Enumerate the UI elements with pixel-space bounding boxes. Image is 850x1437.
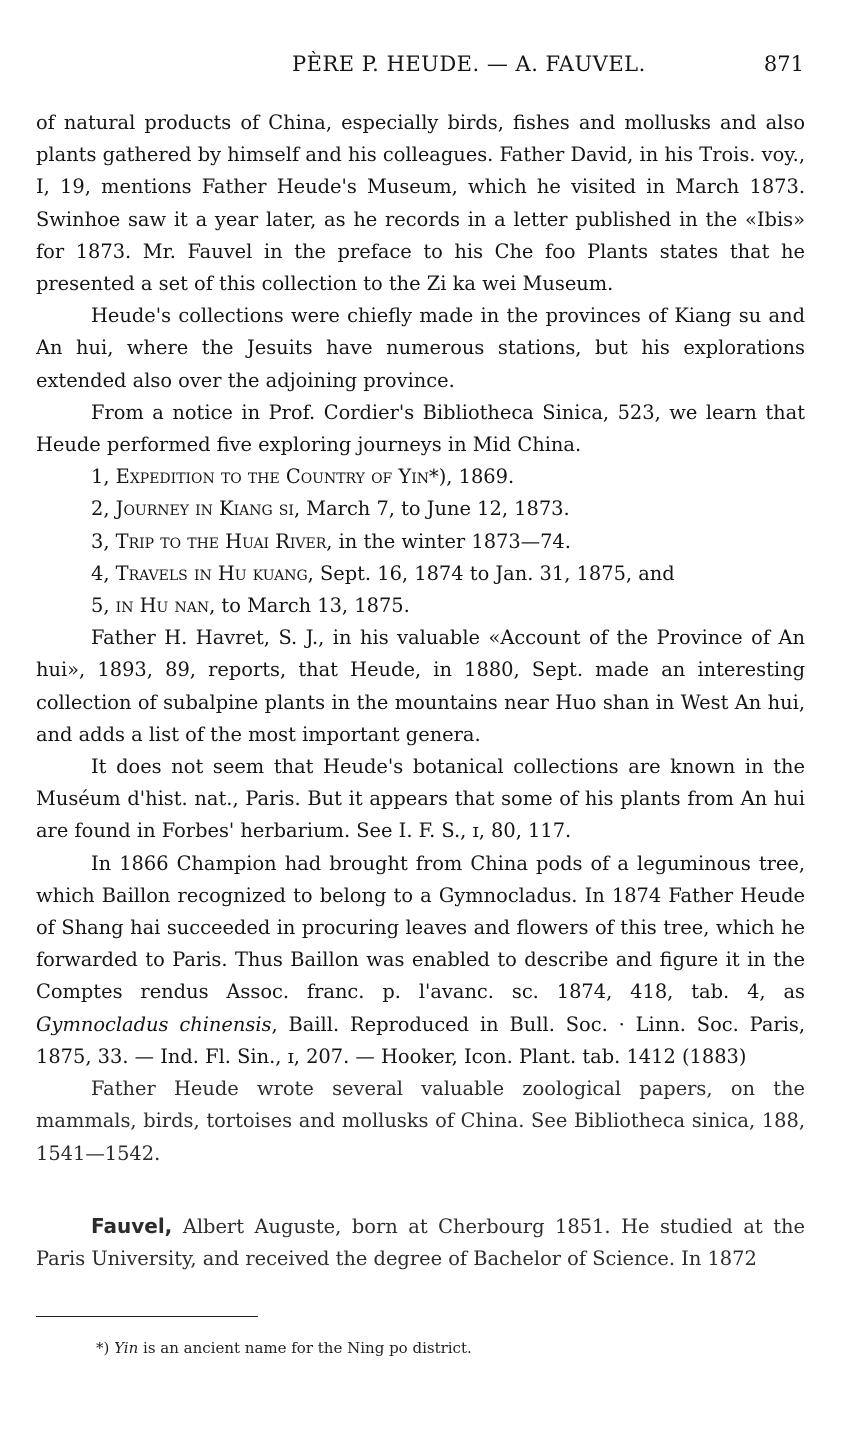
fauvel-entry <box>36 1210 805 1275</box>
journey-details: *), 1869. <box>429 465 515 489</box>
journey-item-3 <box>36 526 805 558</box>
entry-name: Fauvel, <box>91 1213 173 1238</box>
journey-number: 1, <box>91 465 116 489</box>
paragraph-6-start: In 1866 Champion had brought from China pods of a leguminous tree, which Baillon recognized to belong to a Gymnocladus. In 1874 Father Heude of Shang hai succeeded in procuring leaves and flowers of this tree, which he forwarded to Paris. Thus Baillon was enabled to describe and figure it in the Comptes rendus Assoc. franc. p. l'avanc. sc. 1874, 418, tab. 4, as <box>36 851 805 1004</box>
journey-number: 3, <box>91 529 116 553</box>
paragraph-7: Father Heude wrote several valuable zoological papers, on the mammals, birds, tortoises and mollusks of China. See Bibliotheca sinica, 188, 1541—1542. <box>36 1077 805 1165</box>
journey-item-1 <box>36 461 805 493</box>
paragraph-6-end: , Baill. Reproduced in Bull. Soc. · Linn. Soc. Paris, 1875, 33. — Ind. Fl. Sin., ɪ, 207. — Hooker, Icon. Plant. tab. 1412 (1883) <box>36 1012 805 1068</box>
journey-title: in Hu nan <box>115 594 210 618</box>
species-name: Gymnocladus chinensis <box>36 1012 272 1036</box>
journey-item-4 <box>36 558 805 590</box>
footnote <box>96 1338 472 1358</box>
entry-text: Albert Auguste, born at Cherbourg 1851. He studied at the Paris University, and received the degree of Bachelor of Science. In 1872 <box>36 1214 805 1270</box>
paragraph-1: of natural products of China, especially birds, fishes and mollusks and also plants gathered by himself and his colleagues. Father David, in his Trois. voy., I, 19, mentions Father Heude's Museum, which he visited in March 1873. Swinhoe saw it a year later, as he records in a letter published in the «Ibis» for 1873. Mr. Fauvel in the preface to his Che foo Plants states that he presented a set of this collection to the Zi ka wei Museum. <box>36 111 805 296</box>
paragraph-6 <box>36 848 805 1073</box>
journey-details: , in the winter 1873—74. <box>326 529 571 553</box>
journey-title: Expedition to the Country of Yin <box>115 465 430 489</box>
page-number: 871 <box>763 52 804 76</box>
running-title: PÈRE P. HEUDE. — A. FAUVEL. <box>292 52 646 76</box>
paragraph-3: From a notice in Prof. Cordier's Bibliotheca Sinica, 523, we learn that Heude performed five exploring journeys in Mid China. <box>36 400 805 457</box>
footnote-marker: *) <box>96 1339 110 1357</box>
journey-number: 2, <box>91 497 116 521</box>
running-header <box>36 52 806 86</box>
footnote-text: is an ancient name for the Ning po district. <box>138 1339 472 1357</box>
paragraph-2: Heude's collections were chiefly made in the provinces of Kiang su and An hui, where the Jesuits have numerous stations, but his explorations extended also over the adjoining province. <box>36 304 805 392</box>
body-text <box>36 107 805 1275</box>
journey-number: 5, <box>91 594 116 618</box>
journey-title: Journey in Kiang si <box>115 497 294 521</box>
journey-title: Trip to the Huai River <box>115 529 327 553</box>
journey-details: , March 7, to June 12, 1873. <box>293 497 570 521</box>
journey-item-2 <box>36 493 805 525</box>
paragraph-4: Father H. Havret, S. J., in his valuable «Account of the Province of An hui», 1893, 89, reports, that Heude, in 1880, Sept. made an interesting collection of subalpine plants in the mountains near Huo shan in West An hui, and adds a list of the most important genera. <box>36 626 805 746</box>
journey-item-5 <box>36 590 805 622</box>
journey-details: , to March 13, 1875. <box>209 594 410 618</box>
journey-title: Travels in Hu kuang <box>115 561 308 585</box>
footnote-divider <box>36 1316 258 1317</box>
journey-number: 4, <box>91 561 116 585</box>
journey-details: , Sept. 16, 1874 to Jan. 31, 1875, and <box>307 561 675 585</box>
paragraph-5: It does not seem that Heude's botanical collections are known in the Muséum d'hist. nat., Paris. But it appears that some of his plants from An hui are found in Forbes' herbarium. See I. F. S., ɪ, 80, 117. <box>36 755 805 843</box>
entry-spacer <box>36 1170 805 1210</box>
footnote-term: Yin <box>114 1339 139 1357</box>
